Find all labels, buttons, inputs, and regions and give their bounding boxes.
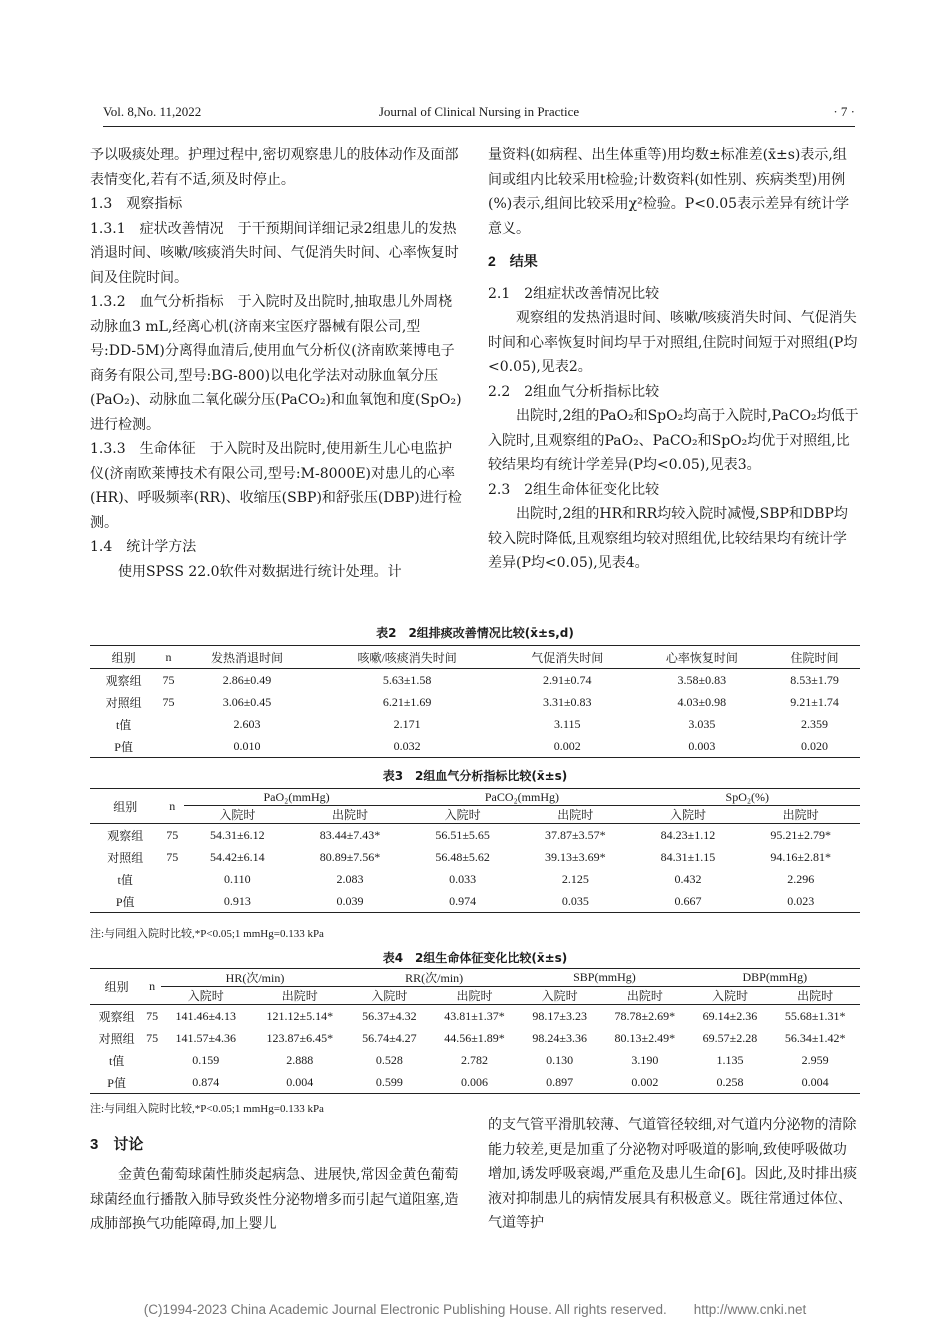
table4-note: 注:与同组入院时比较,*P<0.05;1 mmHg=0.133 kPa bbox=[90, 1103, 324, 1115]
table-cell: 0.006 bbox=[461, 1074, 489, 1089]
table-cell: P值 bbox=[107, 1075, 126, 1090]
table-cell: 75 bbox=[146, 1030, 159, 1045]
table-cell: 0.004 bbox=[801, 1074, 829, 1089]
table-cell bbox=[143, 1049, 161, 1071]
right-column bbox=[488, 143, 860, 576]
table-cell: P值 bbox=[114, 739, 133, 754]
journal-name: Journal of Clinical Nursing in Practice bbox=[378, 104, 580, 119]
paragraph: 出院时,2组的PaO₂和SpO₂均高于入院时,PaCO₂均低于入院时,且观察组的PaO₂、PaCO₂和SpO₂均优于对照组,比较结果均有统计学差异(P均<0.05),见表3。 bbox=[488, 408, 859, 473]
table-cell: 对照组 bbox=[107, 850, 144, 865]
table-cell: 气促消失时间 bbox=[500, 646, 635, 669]
table-row bbox=[90, 713, 860, 735]
table-row bbox=[90, 846, 860, 868]
table-cell: 2.125 bbox=[561, 871, 589, 886]
table-cell: 84.31±1.15 bbox=[660, 849, 716, 864]
section3-heading: 3 讨论 bbox=[90, 1136, 144, 1153]
table-cell: 对照组 bbox=[105, 695, 142, 710]
table-cell: 37.87±3.57* bbox=[545, 827, 606, 842]
table-cell: 75 bbox=[166, 827, 179, 842]
table-cell: 75 bbox=[166, 849, 179, 864]
table-cell: 组别 bbox=[90, 969, 143, 1005]
table-cell: P值 bbox=[115, 894, 135, 909]
table-cell: 入院时 bbox=[349, 987, 430, 1005]
table-cell: 发热消退时间 bbox=[180, 646, 315, 669]
table-cell: DBP(mmHg) bbox=[690, 969, 860, 987]
table-cell: 出院时 bbox=[291, 806, 410, 824]
table-cell: 2.959 bbox=[801, 1052, 829, 1067]
table-cell: 55.68±1.31* bbox=[784, 1008, 846, 1023]
table-cell: 69.14±2.36 bbox=[702, 1008, 758, 1023]
table-cell: 出院时 bbox=[600, 987, 690, 1005]
table-cell: 95.21±2.79* bbox=[770, 827, 831, 842]
table-cell: 入院时 bbox=[519, 987, 600, 1005]
table-cell: 2.888 bbox=[286, 1052, 314, 1067]
table-cell: 2.171 bbox=[393, 716, 421, 731]
table-cell: 54.42±6.14 bbox=[210, 849, 265, 864]
section-heading: 1.4 统计学方法 bbox=[90, 539, 197, 555]
table-cell: n bbox=[143, 969, 161, 1005]
table-sub-header-row bbox=[90, 987, 860, 1005]
table-cell: 98.17±3.23 bbox=[532, 1008, 587, 1023]
table-cell: 0.599 bbox=[375, 1074, 403, 1089]
table-cell: 75 bbox=[162, 694, 175, 709]
table-cell: 56.51±5.65 bbox=[435, 827, 490, 842]
table-cell: 3.115 bbox=[553, 716, 581, 731]
table-cell: 56.48±5.62 bbox=[435, 849, 490, 864]
table-cell: 56.34±1.42* bbox=[784, 1030, 846, 1045]
table-row bbox=[90, 1027, 860, 1049]
table-cell: 0.002 bbox=[631, 1074, 659, 1089]
table-cell: 141.46±4.13 bbox=[175, 1008, 237, 1023]
table-cell: n bbox=[160, 789, 183, 824]
left-bottom-column bbox=[90, 1163, 462, 1237]
paragraph: 1.3.3 生命体征 于入院时及出院时,使用新生儿心电监护仪(济南欧莱博技术有限公司,型号:M-8000E)对患儿的心率(HR)、呼吸频率(RR)、收缩压(SBP)和舒张压(DBP)进行检测。 bbox=[90, 441, 462, 531]
table-cell: 75 bbox=[162, 672, 175, 687]
table-cell: 3.035 bbox=[688, 716, 716, 731]
section-heading: 2 结果 bbox=[488, 253, 538, 269]
table-cell: 3.58±0.83 bbox=[677, 672, 727, 687]
discussion-continued: 的支气管平滑肌较薄、气道管径较细,对气道内分泌物的清除能力较差,更是加重了分泌物对呼吸道的影响,致使呼吸做功增加,诱发呼吸衰竭,严重危及患儿生命[6]。因此,及时排出痰液对抑制患儿的病情发展具有积极意义。既往常通过体位、气道等护 bbox=[488, 1117, 858, 1231]
table-cell: 2.86±0.49 bbox=[222, 672, 272, 687]
table-cell: 0.528 bbox=[375, 1052, 403, 1067]
table-cell: 出院时 bbox=[430, 987, 520, 1005]
table-cell: 9.21±1.74 bbox=[790, 694, 839, 709]
table-cell: 56.74±4.27 bbox=[362, 1030, 417, 1045]
table-cell: 0.023 bbox=[787, 893, 815, 908]
table-cell: 1.135 bbox=[716, 1052, 744, 1067]
table-cell bbox=[157, 735, 179, 758]
table-cell: 0.159 bbox=[192, 1052, 220, 1067]
table-cell bbox=[157, 713, 179, 735]
table-row bbox=[90, 1049, 860, 1071]
table-cell: RR(次/min) bbox=[349, 969, 519, 987]
copyright-footer: (C)1994-2023 China Academic Journal Electronic Publishing House. All rights reserved. http://www.cnki.net bbox=[143, 1302, 807, 1317]
table-cell: 咳嗽/咳痰消失时间 bbox=[314, 646, 500, 669]
paragraph: 1.3.2 血气分析指标 于入院时及出院时,抽取患儿外周桡动脉血3 mL,经离心机(济南来宝医疗器械有限公司,型号:DD-5M)分离得血清后,使用血气分析仪(济南欧莱博电子商务有限公司,型号:BG-800)以电化学法对动脉血氧分压(PaO₂)、动脉血二氧化碳分压(PaCO₂)和血氧饱和度(SpO₂)进行检测。 bbox=[90, 294, 462, 433]
volume-info: Vol. 8,No. 11,2022 bbox=[103, 104, 202, 119]
table2-title: 表2 2组排痰改善情况比较(x̄±s,d) bbox=[376, 626, 574, 640]
paragraph: 使用SPSS 22.0软件对数据进行统计处理。计 bbox=[118, 563, 402, 580]
discussion-paragraph: 金黄色葡萄球菌性肺炎起病急、进展快,常因金黄色葡萄球菌经血行播散入肺导致炎性分泌物增多而引起气道阻塞,造成肺部换气功能障碍,加上婴儿 bbox=[90, 1167, 459, 1232]
table-cell: 0.913 bbox=[223, 893, 251, 908]
table-cell: 0.258 bbox=[716, 1074, 744, 1089]
table-cell: 2.603 bbox=[233, 716, 261, 731]
table-cell: 0.874 bbox=[192, 1074, 220, 1089]
table-cell: 54.31±6.12 bbox=[210, 827, 265, 842]
table-cell: 入院时 bbox=[635, 806, 742, 824]
table-cell: 0.667 bbox=[674, 893, 702, 908]
paragraph: 量资料(如病程、出生体重等)用均数±标准差(x̄±s)表示,组间或组内比较采用t检验;计数资料(如性别、疾病类型)用例(%)表示,组间比较采用χ²检验。P<0.05表示差异有统计学意义。 bbox=[488, 147, 850, 237]
table-row bbox=[90, 1005, 860, 1028]
table-cell: 2.296 bbox=[787, 871, 815, 886]
table-cell: 0.004 bbox=[286, 1074, 314, 1089]
table-cell: 56.37±4.32 bbox=[362, 1008, 417, 1023]
table-row bbox=[90, 691, 860, 713]
table-cell: 0.039 bbox=[336, 893, 364, 908]
table-cell: 2.782 bbox=[461, 1052, 489, 1067]
table-group-header-row bbox=[90, 969, 860, 987]
table-row bbox=[90, 735, 860, 758]
table-cell: 69.57±2.28 bbox=[702, 1030, 758, 1045]
table-cell: 4.03±0.98 bbox=[677, 694, 727, 709]
table-cell: 94.16±2.81* bbox=[770, 849, 831, 864]
table-cell: 组别 bbox=[90, 789, 160, 824]
table-cell: 观察组 bbox=[98, 1009, 135, 1024]
table3-note: 注:与同组入院时比较,*P<0.05;1 mmHg=0.133 kPa bbox=[90, 928, 324, 940]
paragraph: 1.3.1 症状改善情况 于干预期间详细记录2组患儿的发热消退时间、咳嗽/咳痰消失时间、气促消失时间、心率恢复时间及住院时间。 bbox=[90, 220, 459, 286]
table-cell: 住院时间 bbox=[769, 646, 860, 669]
table-cell: 43.81±1.37* bbox=[444, 1008, 505, 1023]
table-cell: 39.13±3.69* bbox=[545, 849, 606, 864]
table-cell: 出院时 bbox=[251, 987, 349, 1005]
table-cell: 121.12±5.14* bbox=[266, 1008, 334, 1023]
table-cell: 83.44±7.43* bbox=[319, 827, 381, 842]
table-cell bbox=[143, 1071, 161, 1094]
table-cell: 2.359 bbox=[801, 716, 829, 731]
table-row bbox=[90, 890, 860, 913]
table-cell: 0.974 bbox=[449, 893, 477, 908]
table4 bbox=[90, 968, 860, 1094]
table3 bbox=[90, 788, 860, 913]
table-cell: 0.110 bbox=[224, 871, 251, 886]
table-cell: 5.63±1.58 bbox=[382, 672, 432, 687]
table3-title: 表3 2组血气分析指标比较(x̄±s) bbox=[382, 769, 568, 783]
table-cell: 0.020 bbox=[801, 738, 829, 753]
table-cell: 98.24±3.36 bbox=[532, 1030, 587, 1045]
table-cell: 0.130 bbox=[546, 1052, 574, 1067]
table-cell: 0.032 bbox=[393, 738, 421, 753]
table-cell: 141.57±4.36 bbox=[175, 1030, 237, 1045]
table-cell: t值 bbox=[108, 1053, 125, 1068]
right-bottom-column bbox=[488, 1113, 860, 1236]
table-cell: 0.003 bbox=[688, 738, 716, 753]
table-cell: SBP(mmHg) bbox=[519, 969, 689, 987]
section-heading: 1.3 观察指标 bbox=[90, 196, 183, 212]
table-cell: 80.89±7.56* bbox=[319, 849, 381, 864]
table-cell: 出院时 bbox=[770, 987, 860, 1005]
table-cell: 观察组 bbox=[107, 828, 144, 843]
paragraph: 出院时,2组的HR和RR均较入院时减慢,SBP和DBP均较入院时降低,且观察组均较对照组优,比较结果均有统计学差异(P均<0.05),见表4。 bbox=[488, 506, 848, 571]
table-cell: 6.21±1.69 bbox=[382, 694, 432, 709]
table-header-row bbox=[90, 646, 860, 669]
table-cell: 入院时 bbox=[184, 806, 291, 824]
table-cell: 44.56±1.89* bbox=[444, 1030, 505, 1045]
table-cell: 78.78±2.69* bbox=[614, 1008, 676, 1023]
table-cell: 75 bbox=[146, 1008, 159, 1023]
table-cell: 入院时 bbox=[161, 987, 251, 1005]
table-cell bbox=[160, 868, 183, 890]
table-cell: 0.432 bbox=[674, 871, 702, 886]
table-cell: HR(次/min) bbox=[161, 969, 349, 987]
section-heading: 2.1 2组症状改善情况比较 bbox=[488, 285, 660, 302]
table-cell: 观察组 bbox=[105, 673, 142, 688]
table-cell bbox=[160, 890, 183, 913]
table-row bbox=[90, 868, 860, 890]
table2 bbox=[90, 645, 860, 758]
table-cell: 3.190 bbox=[631, 1052, 659, 1067]
table-cell: 2.083 bbox=[336, 871, 364, 886]
table-cell: 0.010 bbox=[233, 738, 261, 753]
paragraph: 予以吸痰处理。护理过程中,密切观察患儿的肢体动作及面部表情变化,若有不适,须及时停止。 bbox=[90, 147, 459, 188]
table-row bbox=[90, 1071, 860, 1094]
paragraph: 观察组的发热消退时间、咳嗽/咳痰消失时间、气促消失时间和心率恢复时间均早于对照组,住院时间短于对照组(P均<0.05),见表2。 bbox=[488, 310, 858, 375]
table4-title: 表4 2组生命体征变化比较(x̄±s) bbox=[382, 951, 568, 965]
table-row bbox=[90, 669, 860, 692]
table-cell: 入院时 bbox=[409, 806, 516, 824]
table-cell: 0.002 bbox=[553, 738, 581, 753]
table-cell: 出院时 bbox=[741, 806, 860, 824]
left-column bbox=[90, 143, 462, 584]
table-cell: SpO₂(%) bbox=[635, 789, 860, 806]
section-heading: 2.3 2组生命体征变化比较 bbox=[488, 481, 660, 498]
table-cell: 3.31±0.83 bbox=[542, 694, 592, 709]
table-cell: 0.035 bbox=[561, 893, 589, 908]
table-cell: 3.06±0.45 bbox=[222, 694, 272, 709]
page-number: · 7 · bbox=[833, 104, 855, 119]
table-cell: 0.033 bbox=[449, 871, 477, 886]
table-cell: t值 bbox=[117, 872, 133, 887]
table-cell: 2.91±0.74 bbox=[542, 672, 592, 687]
table-cell: 对照组 bbox=[98, 1031, 135, 1046]
table-cell: 组别 bbox=[90, 646, 157, 669]
table-cell: PaO₂(mmHg) bbox=[184, 789, 409, 806]
table-cell: 123.87±6.45* bbox=[266, 1030, 334, 1045]
table-cell: n bbox=[157, 646, 179, 669]
table-cell: 出院时 bbox=[516, 806, 635, 824]
table-cell: 80.13±2.49* bbox=[614, 1030, 676, 1045]
table-cell: 心率恢复时间 bbox=[635, 646, 770, 669]
table-cell: PaCO₂(mmHg) bbox=[409, 789, 634, 806]
table-cell: 0.897 bbox=[546, 1074, 574, 1089]
table-cell: t值 bbox=[115, 717, 132, 732]
table-cell: 8.53±1.79 bbox=[790, 672, 839, 687]
section-heading: 2.2 2组血气分析指标比较 bbox=[488, 383, 660, 400]
table-sub-header-row bbox=[90, 806, 860, 824]
table-row bbox=[90, 824, 860, 847]
table-cell: 入院时 bbox=[690, 987, 771, 1005]
table-cell: 84.23±1.12 bbox=[660, 827, 716, 842]
table-group-header-row bbox=[90, 789, 860, 806]
running-header bbox=[103, 100, 855, 127]
